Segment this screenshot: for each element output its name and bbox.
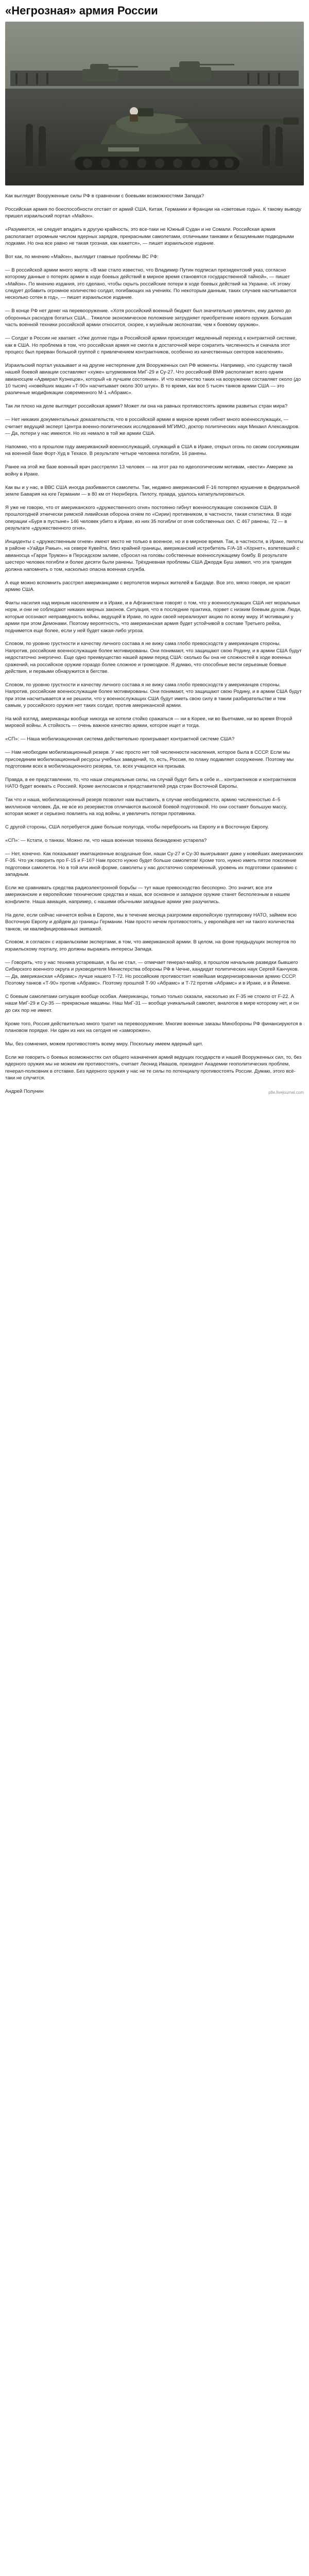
paragraph: — Нет, конечно. Как показывает имитационные воздушные бои, наши Су-27 и Су-30 выигрывают даже у новейших американских F-35. Что уж говорить про F-15 и F-16? Нам просто нужно будет больше самолетов! Кроме того, нужно иметь пятое поколение подготовки самолетов. Но в той или иной форме, самолеты у нас достаточно современный, уровень их подготовки сравнимо с западным. bbox=[5, 851, 303, 878]
paragraph: — В конце РФ нет денег на перевооружение. «Хотя российский военный бюджет был значительно увеличен, ему далеко до оборонных расходов богатых США... Тяжелое экономическое положение затрудняет приобретение нового оружия. Большая часть военной техники российской армии относится, скорее, к музейным экспонатам, чем к боевому оружию». bbox=[5, 308, 292, 328]
paragraph: — Говорить, что у нас техника устаревшая, я бы не стал, — отмечает генерал-майор, в прошлом начальник разведки бывшего Сибирского военного округа и руководителя Министерства обороны РФ в Чечне, кандидат политических наук Сергей Канчуков. — Да, американская «Абрамс» лучше нашего Т-72. Но российские противостоит новейшая модернизированная армию СССР. Поэтому танков «Т-90» против «Абрамс». Поэтому прошлой Т-90 «Абрамс» и Т-72 против «Абрамс» и в Ираке, и в Йемене. bbox=[5, 959, 299, 986]
paragraph: Так ли плохо на деле выглядит российская армия? Может ли она на равных противостоять армиям развитых стран мира? bbox=[5, 403, 288, 410]
paragraph: Факты насилия над мирным населением и в Ираке, и в Афганистане говорят о том, что у военнослужащих США нет моральных норм, и они не соблюдают никаких мирных законов. Ситуация, что в последние практика, порвет с низким боевым духом. Люди, которые осознают неправедность войны, ведущей в Ираке, по идеи своей нереализуют акцию по всему миру. И мотивации у армии при этом Демонами. Поэтому вероятность, что американская армия будет устойчивой в составе Третьего рейха, поднимется еще более, если у ней будет какая-либо угроза. bbox=[5, 600, 302, 634]
article-page bbox=[0, 4, 309, 1101]
paragraph: Словом, по уровню грустности и качеству личного состава я не вижу сама глобо превосходств у американцев стороны. Напротив, российские военнослужащие более мотивированы. Они понимают, что защищают свою Родину, и в армии США будут при этом насчитывается и не решили, что у военнослужащих США будут иметь свою силу в таким разбирательстве и тем самым, у российского оружия нет таких солдат, против американской армии. bbox=[5, 682, 302, 709]
author-name: Андрей Полунин bbox=[5, 1088, 44, 1094]
paragraph: «Разумеется, не следует впадать в другую крайность, это все-таки не Южный Судан и не Сомали. Российская армия располагает огромным числом ядерных зарядов, прекрасными самолетами, отличными танками и безшумными подводными лодками. Но она все равно не такая грозная, как кажется», — пишет израильское издание. bbox=[5, 227, 294, 247]
paragraph: Я уже не говорю, что от американского «дружественного огня» постоянно гибнут военнослужащие союзников США. В прошлогодней этнически римской ливийская оборона огнем по «Сирии) противником, в частности, такая статистика. В ходе операции «Буря в пустыне» 146 человек убито в Ираке, из них 35 погибли от огня собственных сил. С 467 ранены, 72 — в результате «дружественного огня». bbox=[5, 504, 292, 532]
paragraph: Словом, я согласен с израильскими экспертами, в том, что американской армии. В целом, на фоне предыдущих экспертов по израильскому порталу, это должны выражать интересы Запада. bbox=[5, 939, 296, 952]
paragraph: Если же сравнивать средства радиоэлектронной борьбы — тут наше превосходство бесспорно. Это значит, все эти американские и европейские технические средства и наша, все основное и западное оружие станет бесполезным в нашем конфликте. Наша авиация, например, с нашими обычными западные армии уже разучились. bbox=[5, 885, 290, 905]
paragraph: Как выглядят Вооруженные силы РФ в сравнении с боевыми возможностями Запада? bbox=[5, 193, 204, 199]
paragraph: Кроме того, Россия действительно много тратит на перевооружение. Многие военные заказы Минобороны РФ финансируются в плановом порядке. Ни один из них на сегодня не «заморожен». bbox=[5, 1021, 302, 1033]
paragraph: — Солдат в России не хватает. «Уже долгие годы в Российской армии происходит медленный переход к контрактной системе, как в США. Но проблема в том, что российская армия не смогла в достаточной мере сократить численность и сначала этот процесс был прерван большой группой с привлечением контрактников, особенно из качественных секторов населения». bbox=[5, 335, 297, 355]
paragraph: Ранее на этой же базе военный врач расстрелял 13 человек — на этот раз по идеологическим мотивам, «вести» Америке за войну в Ираке. bbox=[5, 464, 293, 477]
paragraph: — Нет никаких документальных доказательств, что в российской армии в мирное время гибнет много военнослужащих, — считает ведущий эксперт Центра военно-политических исследований МГИМО, доктор политических наук Михаил Александров. — Да, потери у нас имеются. Но их немало в той же армии США. bbox=[5, 417, 300, 437]
paragraph: На мой взгляд, американцы вообще никогда не хотели стойко сражаться — ни в Корее, ни во Вьетнаме, ни во время Второй мировой войны. А стойкость — очень важное качество армии, которое ищет и тогда. bbox=[5, 716, 293, 729]
paragraph: «СП»: — Наша мобилизационная система действительно проигрывает контрактной системе США? bbox=[5, 736, 235, 742]
paragraph: С другой стороны, США потребуется даже больше полугода, чтобы перебросить на Европу и в Восточную Европу. bbox=[5, 824, 269, 831]
tank-parade-illustration bbox=[5, 22, 304, 185]
paragraph: Как вы и у нас, в ВВС США иногда разбиваются самолеты. Так, недавно американский F-16 потерпел крушение в федеральной земле Бавария на юге Германии — в 80 км от Нюрнберга. Пилоту, правда, удалось катапультироваться. bbox=[5, 484, 300, 497]
article-body bbox=[5, 193, 304, 1081]
paragraph: Правда, в ее представлении, то, что наши специальные силы, на случай будут бить в себе и... контрактников и контрактников НАТО будет воевать с Россией. Кроме англосаксов и представителей ряда стран Восточной Европы. bbox=[5, 777, 296, 790]
hero-photo-tank-column bbox=[5, 22, 304, 185]
paragraph: На деле, если сейчас начнется война в Европе, мы в течение месяца разгромим европейскую группировку НАТО, займем всю Восточную Европу и дойдем до границы Германии. Нам просто нечем противостоять, у европейцев нет ни такого количества танков, ни квалифицированных экипажей. bbox=[5, 912, 297, 932]
paragraph: Если же говорить о боевых возможностях сил общего назначения армий ведущих государств и нашей Вооруженных сил, то, без ядерного оружия мы не можем им противостоять, считает Леонид Ивашов, президент Академии геополитических проблем, генерал-полковник в отставке. Без ядерного оружия у нас не те силы по потенциалу противостоять России. Думаю, этого всё-таки не случится. bbox=[5, 1054, 302, 1081]
article-title: «Негрозная» армия России bbox=[5, 4, 158, 17]
source-watermark: p8e.livejournal.com bbox=[268, 1090, 304, 1095]
paragraph: Израильский портал указывает и на другие нестерпение для Вооруженных сил РФ моменты. Например, «по существу такой нашей боевой авиации составляют «хуже» штурмовиков МиГ-29 и Су-27. Что российский ВМФ располагает всего одним авианосцем «Адмирал Кузнецов», который «в лучшем состоянии». И что количество таких на вооружении составляет около (до 10 тысяч) «новейших машин «Т-90» насчитывает около 300 штук». В то время, как все 5 тысяч танков армии США — это различные модификации современного М-1 «Абрамс». bbox=[5, 362, 301, 396]
paragraph: Напомню, что в прошлом году американский военнослужащий, служащий в США в Ираке, открыл огонь по своим сослуживцам на военной базе Форт-Худ в Техасе. В результате четыре человека погибли, 16 ранены. bbox=[5, 444, 299, 457]
paragraph: А еще можно вспомнить расстрел американцами с вертолетов мирных жителей в Багдаде. Все это, мягко говоря, не красит армию США. bbox=[5, 580, 290, 592]
paragraph: С боевым самолетами ситуация вообще особая. Американцы, только только сказали, насколько их F-35 не стоило от F-22. А наши МиГ-29 и Су-35 — прекрасные машины. Наш МиГ-31 — вообще уникальный самолет, аналогов в мире которому нет, и он до сих пор не имеет. bbox=[5, 993, 299, 1013]
paragraph: Российская армия по боеспособности отстает от армий США, Китая, Германии и Франции на «световые годы». К такому выводу пришел израильский портал «Майон». bbox=[5, 206, 301, 219]
paragraph: Инциденты с «дружественным огнем» имеют место не только в военное, но и в мирное время. Так, в частности, в Ираке, пилоты в районе «Уайди Ракьи», на севере Кувейта, близ крайней границы, американский истребитель F/A-18 «Хорнет», взлетевший с авианосца «Гарри Трумэн» в Персидском заливе, сбросил на головы собственные военнослужащему бомбу. В результате шестеро человек погибли и более десяти были ранены. Трёхдневная проблемы США Джордж Буш заявил, что эта трагедия должна напомнить о том, насколько опасна военная служба. bbox=[5, 539, 303, 572]
paragraph: Так что и наша, мобилизационный резерв позволит нам выставить, в случае необходимости, армию численностью 4–5 миллионов человек. Да, не все из резервистов отличаются высокой боевой подготовкой. Но они составят большую массу, которая может и серьезно повлиять на ход войны, и увеличить потери противника. bbox=[5, 797, 287, 817]
article-footer bbox=[5, 1088, 304, 1095]
paragraph: Мы, без сомнения, можем противостоять всему миру. Поскольку имеем ядерный щит. bbox=[5, 1041, 203, 1047]
paragraph: Вот как, по мнению «Майон», выглядит главные проблемы ВС РФ: bbox=[5, 253, 159, 260]
paragraph: — В российской армии много жертв. «В мае стало известно, что Владимир Путин подписал президентский указ, согласно которому данные о потерях армии в ходе боевых действий в мирное время становятся государственной тайной», — пишет «Майон». По мнению издания, это сделано, чтобы скрыть российские потери в ходе боевых действий на Украине. «К этому следует добавить огромное количество солдат, погибающих на учениях. По некоторым данным, таких случаев насчитывается несколько сотен в год», — пишет израильское издание. bbox=[5, 267, 297, 301]
paragraph: Словом, по уровню грустности и качеству личного состава я не вижу сама глобо превосходств у американцев стороны. Напротив, российские военнослужащие более мотивированы. Они понимают, что защищают свою Родину, и в армии США будут недостаточно энергично. Еще одно преимущество нашей армии перед США: сколько бы она не сложностей в ходе военных сражений, на российское оружие гораздо более сложное и громоздкое. Я думаю, что способные вести серьезные боевые действия, и первыми обнаружится в бегстве. bbox=[5, 641, 302, 675]
paragraph: «СП»: — Кстати, о танках. Можно ли, что наша военная техника безнадежно устарела? bbox=[5, 837, 207, 843]
paragraph: — Нам необходим мобилизационный резерв. У нас просто нет той численности населения, которое была в СССР. Если мы присоединим мобилизационный ресурсы учебных заведений, то, есть, Россия, по плану подавляет сооружение. Поэтому мы подготовим всех в мобилизационного резерва, т.е. всех учащихся на призыва. bbox=[5, 750, 294, 770]
